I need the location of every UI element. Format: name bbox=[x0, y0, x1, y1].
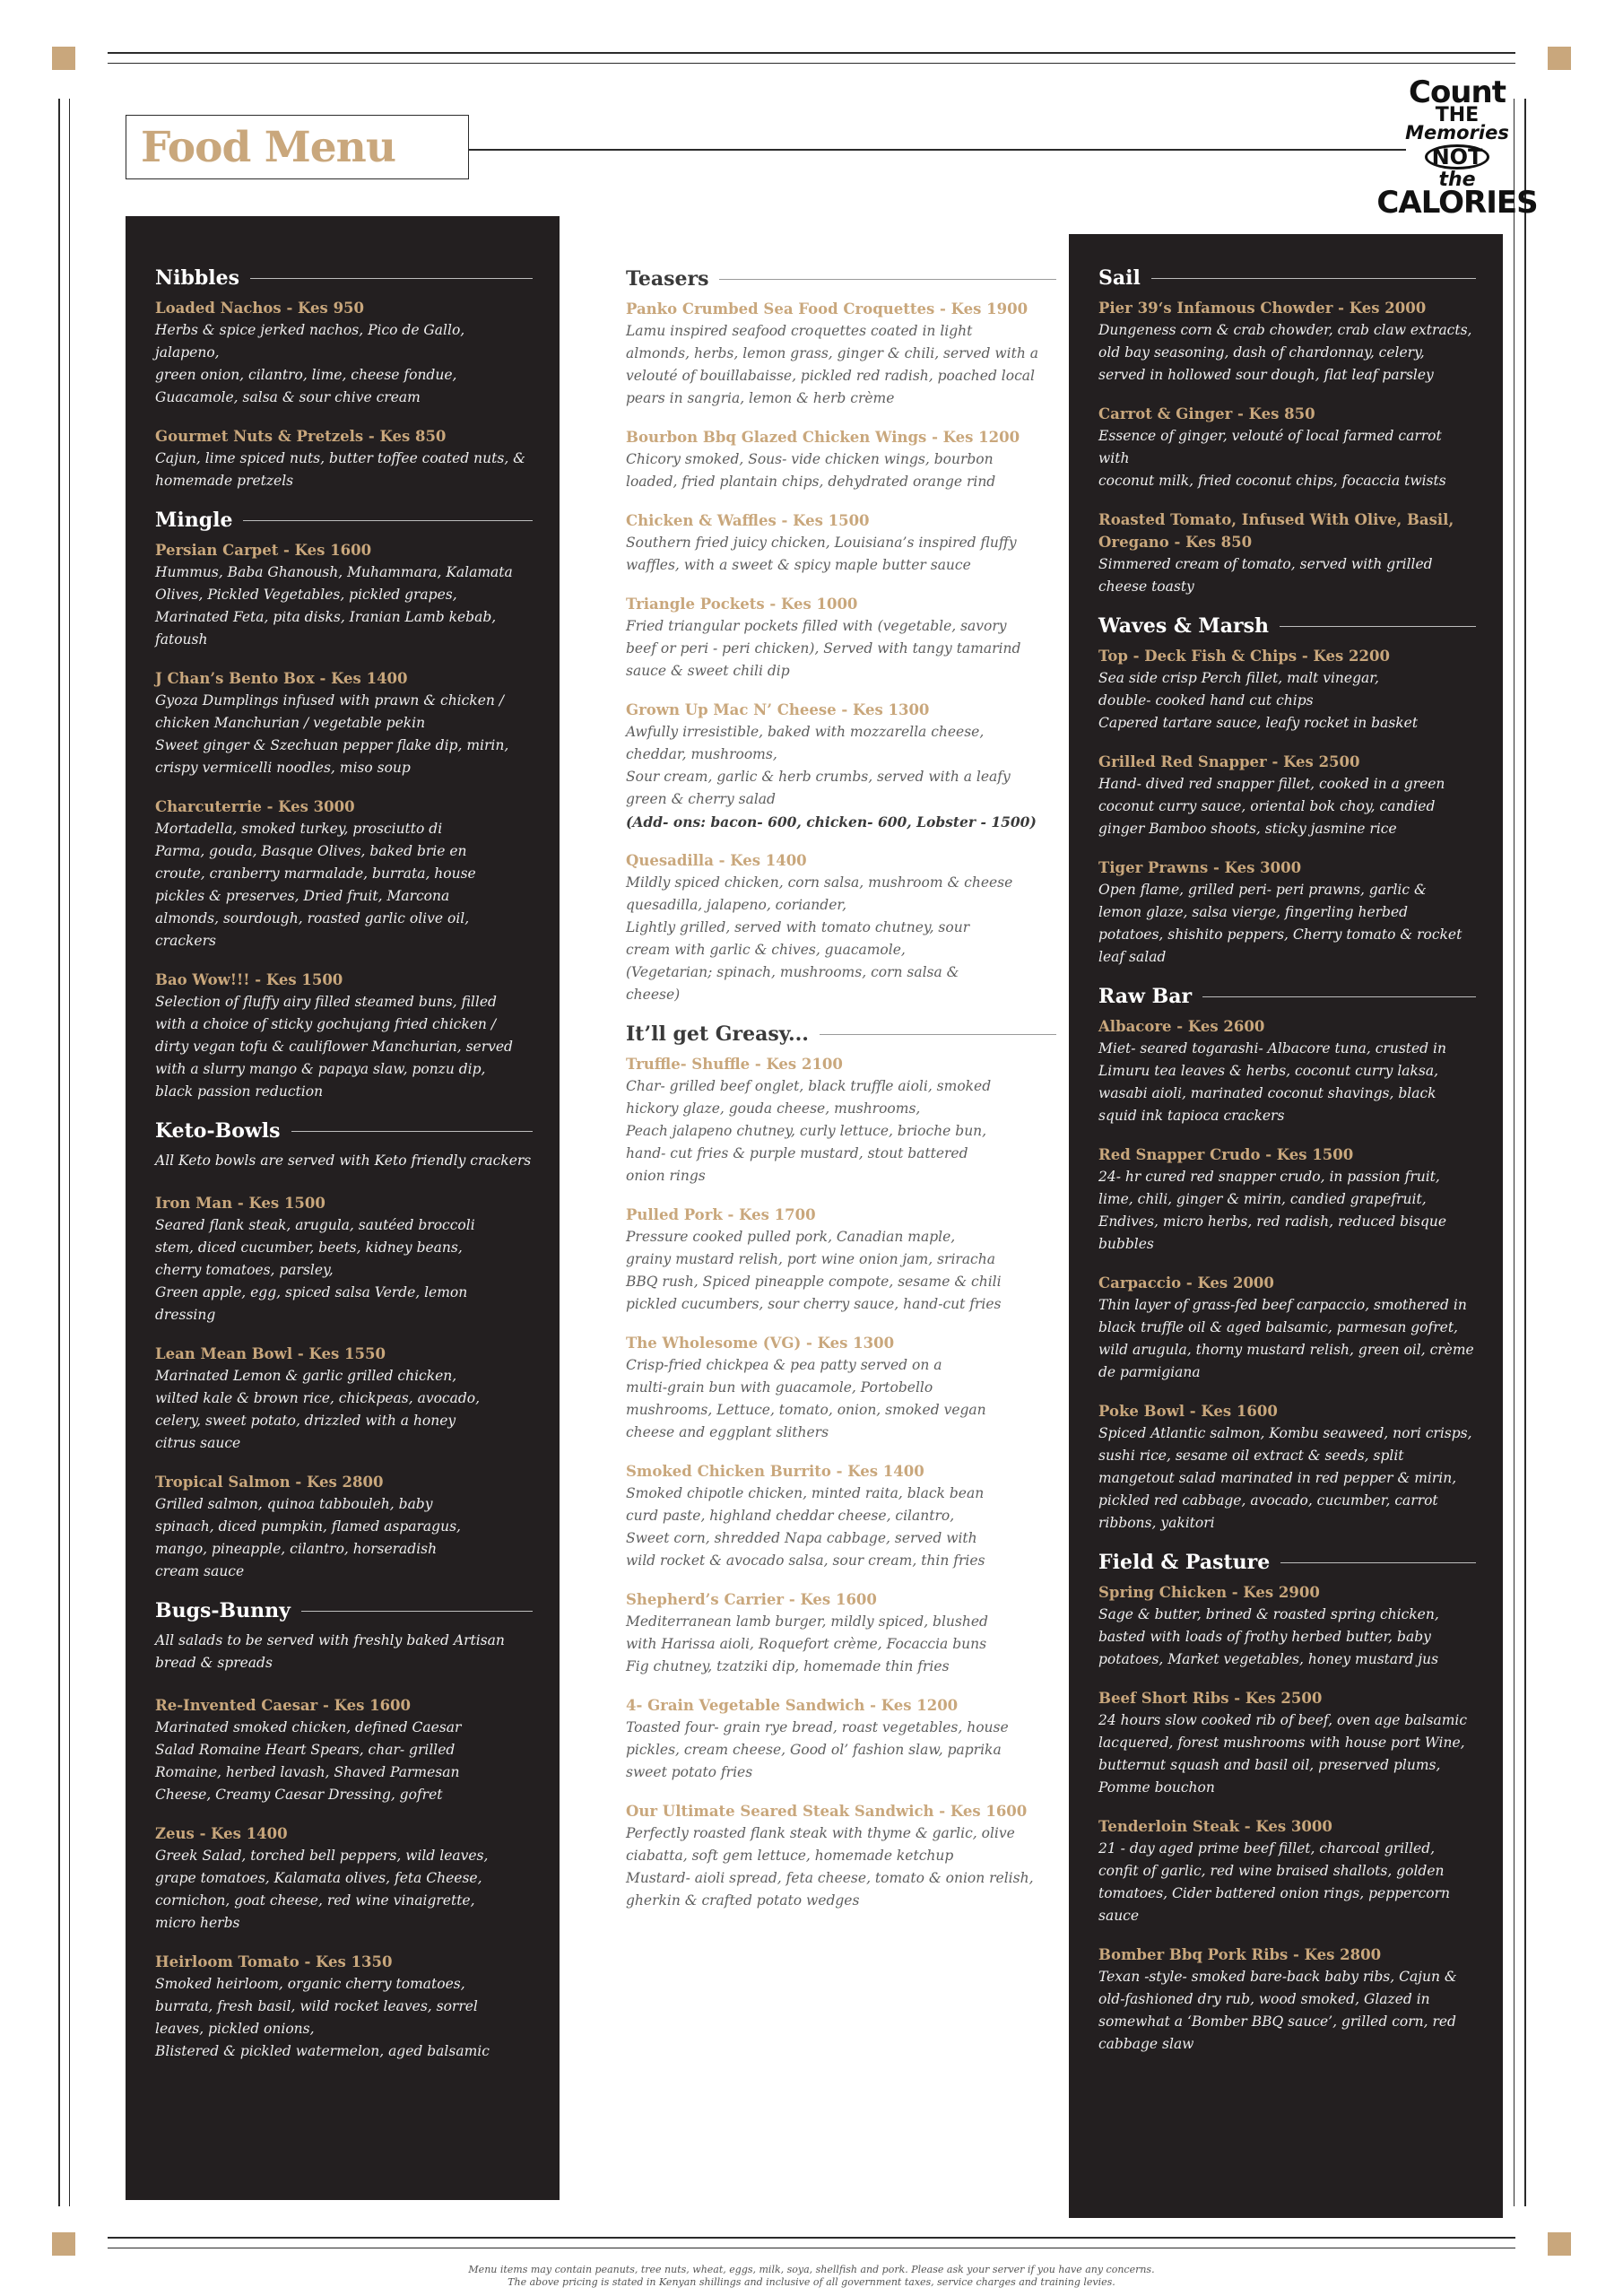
menu-item-title: Beef Short Ribs - Kes 2500 bbox=[1098, 1690, 1323, 1707]
page-title: Food Menu bbox=[141, 122, 395, 172]
menu-section bbox=[155, 509, 533, 1103]
logo-line: Memories bbox=[1405, 122, 1509, 144]
menu-item-description: Marinated Lemon & garlic grilled chicken, wilted kale & brown rice, chickpeas, avocado, celery, sweet potato, drizzled with a honey citrus sauce bbox=[155, 1368, 481, 1451]
menu-item-description: Mortadella, smoked turkey, prosciutto di Parma, gouda, Basque Olives, baked brie en croute, cranberry marmalade, burrata, house pickles & preserves, Dried fruit, Marcona almonds, sourdough, roasted garlic olive oil, crackers bbox=[155, 821, 476, 949]
menu-item bbox=[626, 426, 1056, 493]
menu-item-title: 4- Grain Vegetable Sandwich - Kes 1200 bbox=[626, 1697, 959, 1714]
menu-item bbox=[626, 849, 1056, 1006]
corner-square-top-right bbox=[1548, 47, 1571, 70]
menu-item bbox=[1098, 1272, 1476, 1384]
menu-item-title: Loaded Nachos - Kes 950 bbox=[155, 300, 365, 317]
menu-item bbox=[626, 1204, 1056, 1316]
menu-item bbox=[1098, 297, 1476, 387]
section-rule bbox=[820, 1034, 1056, 1035]
menu-item-title: Bourbon Bbq Glazed Chicken Wings - Kes 1200 bbox=[626, 429, 1020, 446]
section-header bbox=[626, 267, 1056, 291]
menu-item-description: Smoked chipotle chicken, minted raita, black bean curd paste, highland cheddar cheese, cilantro, Sweet corn, shredded Napa cabbage, served with wild rocket & avocado salsa, sour cream, thin fries bbox=[626, 1485, 985, 1569]
menu-item bbox=[1098, 1400, 1476, 1535]
menu-item bbox=[1098, 645, 1476, 735]
section-title: Nibbles bbox=[155, 266, 239, 290]
menu-section bbox=[1098, 614, 1476, 969]
logo-line: CALORIES bbox=[1376, 184, 1538, 221]
section-title: Teasers bbox=[626, 267, 709, 291]
section-title: Waves & Marsh bbox=[1098, 614, 1269, 638]
menu-item-title: Heirloom Tomato - Kes 1350 bbox=[155, 1953, 393, 1970]
menu-section bbox=[155, 1119, 533, 1583]
menu-item bbox=[155, 796, 533, 952]
menu-item-description: Grilled salmon, quinoa tabbouleh, baby spinach, diced pumpkin, flamed asparagus, mango, pineapple, cilantro, horseradish cream sauce bbox=[155, 1496, 461, 1579]
menu-item-description: Seared flank steak, arugula, sautéed broccoli stem, diced cucumber, beets, kidney beans, cherry tomatoes, parsley, Green apple, egg, spiced salsa Verde, lemon dressing bbox=[155, 1217, 475, 1323]
logo-line: Count bbox=[1409, 74, 1506, 110]
menu-item-description: Chicory smoked, Sous- vide chicken wings, bourbon loaded, fried plantain chips, dehydrated orange rind bbox=[626, 451, 996, 490]
menu-item-description: Char- grilled beef onglet, black truffle aioli, smoked hickory glaze, gouda cheese, mushrooms, Peach jalapeno chutney, curly lettuce, brioche bun, hand- cut fries & purple mustard, stout battered onion rings bbox=[626, 1078, 992, 1184]
menu-item bbox=[155, 1822, 533, 1935]
menu-item-description: Dungeness corn & crab chowder, crab claw extracts, old bay seasoning, dash of chardonnay, celery, served in hollowed sour dough, flat leaf parsley bbox=[1098, 322, 1472, 383]
menu-item-description: Crisp-fried chickpea & pea patty served on a multi-grain bun with guacamole, Portobello mushrooms, Lettuce, tomato, onion, smoked vegan cheese and eggplant slithers bbox=[626, 1357, 986, 1440]
footer-line-allergens: Menu items may contain peanuts, tree nuts, wheat, eggs, milk, soya, shellfish and pork. Please ask your server if you have any concerns. bbox=[468, 2264, 1155, 2275]
menu-item-description: Perfectly roasted flank steak with thyme & garlic, olive ciabatta, soft gem lettuce, homemade ketchup Mustard- aioli spread, feta cheese, tomato & onion relish, gherkin & crafted potato wedges bbox=[626, 1825, 1034, 1909]
menu-section bbox=[155, 1599, 533, 2063]
menu-item-description: Thin layer of grass-fed beef carpaccio, smothered in black truffle oil & aged balsamic, parmesan gofret, wild arugula, thorny mustard relish, green oil, crème de parmigiana bbox=[1098, 1297, 1474, 1380]
menu-item-description: Toasted four- grain rye bread, roast vegetables, house pickles, cream cheese, Good ol’ fashion slaw, paprika sweet potato fries bbox=[626, 1719, 1009, 1780]
menu-item bbox=[1098, 1944, 1476, 2056]
menu-item-title: Panko Crumbed Sea Food Croquettes - Kes 1900 bbox=[626, 300, 1028, 317]
menu-item bbox=[1098, 1687, 1476, 1799]
menu-item bbox=[155, 1471, 533, 1583]
menu-item-title: Tiger Prawns - Kes 3000 bbox=[1098, 859, 1302, 876]
menu-item bbox=[155, 667, 533, 779]
menu-item-description: Open flame, grilled peri- peri prawns, garlic & lemon glaze, salsa vierge, fingerling herbed potatoes, shishito peppers, Cherry tomato & rocket leaf salad bbox=[1098, 882, 1462, 965]
menu-item bbox=[626, 593, 1056, 683]
menu-item bbox=[1098, 1015, 1476, 1127]
menu-item-description: Greek Salad, torched bell peppers, wild leaves, grape tomatoes, Kalamata olives, feta Cheese, cornichon, goat cheese, red wine vinaigrette, micro herbs bbox=[155, 1848, 489, 1931]
menu-item-title: Spring Chicken - Kes 2900 bbox=[1098, 1584, 1320, 1601]
title-rule bbox=[469, 149, 1406, 151]
menu-item bbox=[155, 1694, 533, 1806]
menu-item-title: Pulled Pork - Kes 1700 bbox=[626, 1206, 816, 1223]
logo-line: the bbox=[1438, 168, 1476, 191]
left-border-outer bbox=[58, 99, 60, 2206]
menu-item-title: Albacore - Kes 2600 bbox=[1098, 1018, 1265, 1035]
menu-section bbox=[1098, 985, 1476, 1535]
menu-item-title: Zeus - Kes 1400 bbox=[155, 1825, 288, 1842]
section-rule bbox=[1280, 626, 1476, 627]
section-header bbox=[1098, 1551, 1476, 1574]
menu-item-title: Red Snapper Crudo - Kes 1500 bbox=[1098, 1146, 1354, 1163]
menu-item-title: Grilled Red Snapper - Kes 2500 bbox=[1098, 753, 1360, 770]
corner-square-bottom-left bbox=[52, 2232, 75, 2256]
menu-item bbox=[1098, 403, 1476, 492]
menu-item-description: Essence of ginger, velouté of local farmed carrot with coconut milk, fried coconut chips, focaccia twists bbox=[1098, 428, 1446, 489]
menu-item-description: Herbs & spice jerked nachos, Pico de Gallo, jalapeno, green onion, cilantro, lime, cheese fondue, Guacamole, salsa & sour chive cream bbox=[155, 322, 465, 405]
footer-disclaimer bbox=[269, 2264, 1354, 2289]
section-rule bbox=[1280, 1562, 1476, 1563]
section-title: Keto-Bowls bbox=[155, 1119, 281, 1143]
menu-item bbox=[155, 969, 533, 1103]
menu-item-description: Cajun, lime spiced nuts, butter toffee coated nuts, & homemade pretzels bbox=[155, 450, 525, 489]
section-header bbox=[155, 1119, 533, 1143]
menu-item bbox=[626, 1053, 1056, 1187]
menu-item bbox=[626, 1588, 1056, 1678]
menu-item-description: Awfully irresistible, baked with mozzarella cheese, cheddar, mushrooms, Sour cream, garlic & herb crumbs, served with a leafy green & cherry salad bbox=[626, 724, 1011, 807]
menu-item-title: Bomber Bbq Pork Ribs - Kes 2800 bbox=[1098, 1946, 1382, 1963]
menu-item-description: 24 hours slow cooked rib of beef, oven age balsamic lacquered, forest mushrooms with house port Wine, butternut squash and basil oil, preserved plums, Pomme bouchon bbox=[1098, 1712, 1468, 1796]
footer-line-pricing: The above pricing is stated in Kenyan shillings and inclusive of all government taxes, service charges and training levies. bbox=[508, 2276, 1115, 2288]
menu-column-middle bbox=[608, 216, 1083, 2200]
menu-item-description: Selection of fluffy airy filled steamed buns, filled with a choice of sticky gochujang fried chicken / dirty vegan tofu & cauliflower Manchurian, served with a slurry mango & papaya slaw, ponzu dip, black passion reduction bbox=[155, 994, 513, 1100]
menu-item-title: Pier 39‘s Infamous Chowder - Kes 2000 bbox=[1098, 300, 1427, 317]
section-header bbox=[1098, 985, 1476, 1008]
menu-item-description: Hand- dived red snapper fillet, cooked in a green coconut curry sauce, oriental bok choy, candied ginger Bamboo shoots, sticky jasmine rice bbox=[1098, 776, 1445, 837]
menu-item bbox=[1098, 751, 1476, 840]
menu-item-description: Miet- seared togarashi- Albacore tuna, crusted in Limuru tea leaves & herbs, coconut curry laksa, wasabi aioli, marinated coconut shavings, black squid ink tapioca crackers bbox=[1098, 1040, 1446, 1124]
corner-square-bottom-right bbox=[1548, 2232, 1571, 2256]
section-title: Raw Bar bbox=[1098, 985, 1193, 1008]
menu-item-title: Lean Mean Bowl - Kes 1550 bbox=[155, 1345, 386, 1362]
menu-section bbox=[1098, 266, 1476, 598]
menu-column-left bbox=[126, 216, 560, 2200]
menu-item-title: Smoked Chicken Burrito - Kes 1400 bbox=[626, 1463, 924, 1480]
menu-item-title: Carpaccio - Kes 2000 bbox=[1098, 1274, 1274, 1292]
menu-item-description: 21 - day aged prime beef fillet, charcoal grilled, confit of garlic, red wine braised shallots, golden tomatoes, Cider battered onion rings, peppercorn sauce bbox=[1098, 1840, 1451, 1924]
section-title: It’ll get Greasy... bbox=[626, 1022, 809, 1046]
section-rule bbox=[250, 278, 533, 279]
menu-item-title: Grown Up Mac N’ Cheese - Kes 1300 bbox=[626, 701, 930, 718]
menu-item-title: Poke Bowl - Kes 1600 bbox=[1098, 1403, 1278, 1420]
menu-item-description: Pressure cooked pulled pork, Canadian maple, grainy mustard relish, port wine onion jam, sriracha BBQ rush, Spiced pineapple compote, sesame & chili pickled cucumbers, sour cherry sauce, hand-cut fries bbox=[626, 1229, 1002, 1312]
menu-item-description: Sea side crisp Perch fillet, malt vinegar, double- cooked hand cut chips Capered tartare sauce, leafy rocket in basket bbox=[1098, 670, 1419, 731]
section-rule bbox=[719, 279, 1056, 280]
menu-item bbox=[155, 297, 533, 409]
menu-item-title: The Wholesome (VG) - Kes 1300 bbox=[626, 1335, 895, 1352]
right-border-outer bbox=[1524, 99, 1526, 2206]
menu-item-title: Tenderloin Steak - Kes 3000 bbox=[1098, 1818, 1332, 1835]
menu-section bbox=[155, 266, 533, 492]
left-border-inner bbox=[69, 99, 70, 2206]
section-rule bbox=[1151, 278, 1476, 279]
menu-item bbox=[626, 1460, 1056, 1572]
section-title: Field & Pasture bbox=[1098, 1551, 1271, 1574]
menu-item-description: Fried triangular pockets filled with (vegetable, savory beef or peri - peri chicken), Served with tangy tamarind sauce & sweet chili dip bbox=[626, 618, 1021, 679]
menu-item-title: Tropical Salmon - Kes 2800 bbox=[155, 1474, 384, 1491]
menu-item-description: 24- hr cured red snapper crudo, in passion fruit, lime, chili, ginger & mirin, candied grapefruit, Endives, micro herbs, red radish, reduced bisque bubbles bbox=[1098, 1169, 1447, 1252]
menu-item bbox=[155, 1951, 533, 2063]
menu-item-title: Gourmet Nuts & Pretzels - Kes 850 bbox=[155, 428, 447, 445]
menu-item-description: Sage & butter, brined & roasted spring chicken, basted with loads of frothy herbed butter, baby potatoes, Market vegetables, honey mustard jus bbox=[1098, 1606, 1439, 1667]
corner-square-top-left bbox=[52, 47, 75, 70]
menu-item-title: Top - Deck Fish & Chips - Kes 2200 bbox=[1098, 648, 1390, 665]
menu-item-description: Mildly spiced chicken, corn salsa, mushroom & cheese quesadilla, jalapeno, coriander, Lightly grilled, served with tomato chutney, sour cream with garlic & chives, guacamole, (Vegetarian; spinach, mushrooms, corn salsa & cheese) bbox=[626, 874, 1013, 1003]
menu-item-title: Chicken & Waffles - Kes 1500 bbox=[626, 512, 870, 529]
menu-item bbox=[626, 298, 1056, 410]
menu-column-right bbox=[1069, 234, 1503, 2218]
menu-item-title: Charcuterrie - Kes 3000 bbox=[155, 798, 355, 815]
menu-item-title: Quesadilla - Kes 1400 bbox=[626, 852, 807, 869]
section-rule bbox=[301, 1611, 533, 1612]
top-rule bbox=[108, 52, 1515, 54]
menu-item bbox=[155, 1192, 533, 1326]
section-rule bbox=[243, 520, 533, 521]
menu-item-description: Southern fried juicy chicken, Louisiana’s inspired fluffy waffles, with a sweet & spicy maple butter sauce bbox=[626, 535, 1017, 573]
menu-item-description: Gyoza Dumplings infused with prawn & chicken / chicken Manchurian / vegetable pekin Sweet ginger & Szechuan pepper flake dip, mirin, crispy vermicelli noodles, miso soup bbox=[155, 692, 509, 776]
logo-line: THE bbox=[1435, 104, 1480, 127]
menu-item-title: Iron Man - Kes 1500 bbox=[155, 1195, 325, 1212]
menu-item-title: Roasted Tomato, Infused With Olive, Basil, Oregano - Kes 850 bbox=[1098, 511, 1454, 551]
menu-item bbox=[626, 1800, 1056, 1912]
section-rule bbox=[291, 1131, 533, 1132]
menu-item bbox=[1098, 1144, 1476, 1256]
section-header bbox=[155, 1599, 533, 1622]
menu-item bbox=[626, 1332, 1056, 1444]
menu-item bbox=[155, 425, 533, 492]
top-rule-thin bbox=[108, 63, 1515, 64]
menu-item-description: Texan -style- smoked bare-back baby ribs, Cajun & old-fashioned dry rub, wood smoked, Glazed in somewhat a ‘Bomber BBQ sauce’, grilled corn, red cabbage slaw bbox=[1098, 1969, 1457, 2052]
section-note: All Keto bowls are served with Keto friendly crackers bbox=[155, 1152, 532, 1169]
menu-item bbox=[626, 509, 1056, 577]
section-header bbox=[155, 266, 533, 290]
menu-item-title: Re-Invented Caesar - Kes 1600 bbox=[155, 1697, 412, 1714]
bottom-rule bbox=[108, 2237, 1515, 2239]
menu-item-title: Carrot & Ginger - Kes 850 bbox=[1098, 405, 1315, 422]
menu-item-title: Truffle- Shuffle - Kes 2100 bbox=[626, 1056, 843, 1073]
right-border-inner bbox=[1514, 99, 1515, 2206]
menu-item-title: Bao Wow!!! - Kes 1500 bbox=[155, 971, 343, 988]
page-title-box bbox=[126, 115, 469, 179]
menu-item-description: Hummus, Baba Ghanoush, Muhammara, Kalamata Olives, Pickled Vegetables, pickled grapes, Marinated Feta, pita disks, Iranian Lamb kebab, fatoush bbox=[155, 564, 513, 648]
menu-item-title: Our Ultimate Seared Steak Sandwich - Kes 1600 bbox=[626, 1803, 1028, 1820]
menu-item bbox=[626, 699, 1056, 833]
menu-section bbox=[626, 267, 1056, 1006]
menu-item bbox=[155, 539, 533, 651]
menu-item bbox=[155, 1343, 533, 1455]
section-note: All salads to be served with freshly baked Artisan bread & spreads bbox=[155, 1632, 505, 1671]
menu-item-addons: (Add- ons: bacon- 600, chicken- 600, Lobster - 1500) bbox=[626, 813, 1037, 831]
logo-line: NOT bbox=[1425, 144, 1490, 170]
menu-item-description: Mediterranean lamb burger, mildly spiced, blushed with Harissa aioli, Roquefort crème, Focaccia buns Fig chutney, tzatziki dip, homemade thin fries bbox=[626, 1613, 988, 1674]
section-header bbox=[1098, 266, 1476, 290]
menu-item bbox=[1098, 509, 1476, 598]
menu-section bbox=[1098, 1551, 1476, 2056]
section-rule bbox=[1202, 996, 1476, 997]
menu-item bbox=[1098, 857, 1476, 969]
menu-item-title: Shepherd’s Carrier - Kes 1600 bbox=[626, 1591, 877, 1608]
menu-item-description: Simmered cream of tomato, served with grilled cheese toasty bbox=[1098, 556, 1433, 595]
menu-item bbox=[1098, 1581, 1476, 1671]
menu-item-description: Smoked heirloom, organic cherry tomatoes, burrata, fresh basil, wild rocket leaves, sorrel leaves, pickled onions, Blistered & pickled watermelon, aged balsamic bbox=[155, 1976, 490, 2059]
menu-item-description: Lamu inspired seafood croquettes coated in light almonds, herbs, lemon grass, ginger & chili, served with a velouté of bouillabaisse, pickled red radish, poached local pears in sangria, lemon & herb crème bbox=[626, 323, 1038, 406]
menu-item bbox=[1098, 1815, 1476, 1927]
count-the-memories-logo bbox=[1376, 72, 1538, 224]
section-title: Sail bbox=[1098, 266, 1141, 290]
section-header bbox=[1098, 614, 1476, 638]
menu-item-description: Spiced Atlantic salmon, Kombu seaweed, nori crisps, sushi rice, sesame oil extract & seeds, split mangetout salad marinated in red pepper & mirin, pickled red cabbage, avocado, cucumber, carrot ribbons, yakitori bbox=[1098, 1425, 1472, 1531]
section-header bbox=[626, 1022, 1056, 1046]
section-title: Bugs-Bunny bbox=[155, 1599, 291, 1622]
menu-item-title: J Chan’s Bento Box - Kes 1400 bbox=[155, 670, 408, 687]
menu-section bbox=[626, 1022, 1056, 1912]
menu-item-description: Marinated smoked chicken, defined Caesar Salad Romaine Heart Spears, char- grilled Romaine, herbed lavash, Shaved Parmesan Cheese, Creamy Caesar Dressing, gofret bbox=[155, 1719, 462, 1803]
section-header bbox=[155, 509, 533, 532]
menu-item-title: Persian Carpet - Kes 1600 bbox=[155, 542, 372, 559]
menu-item-title: Triangle Pockets - Kes 1000 bbox=[626, 596, 858, 613]
menu-item bbox=[626, 1694, 1056, 1784]
section-title: Mingle bbox=[155, 509, 233, 532]
